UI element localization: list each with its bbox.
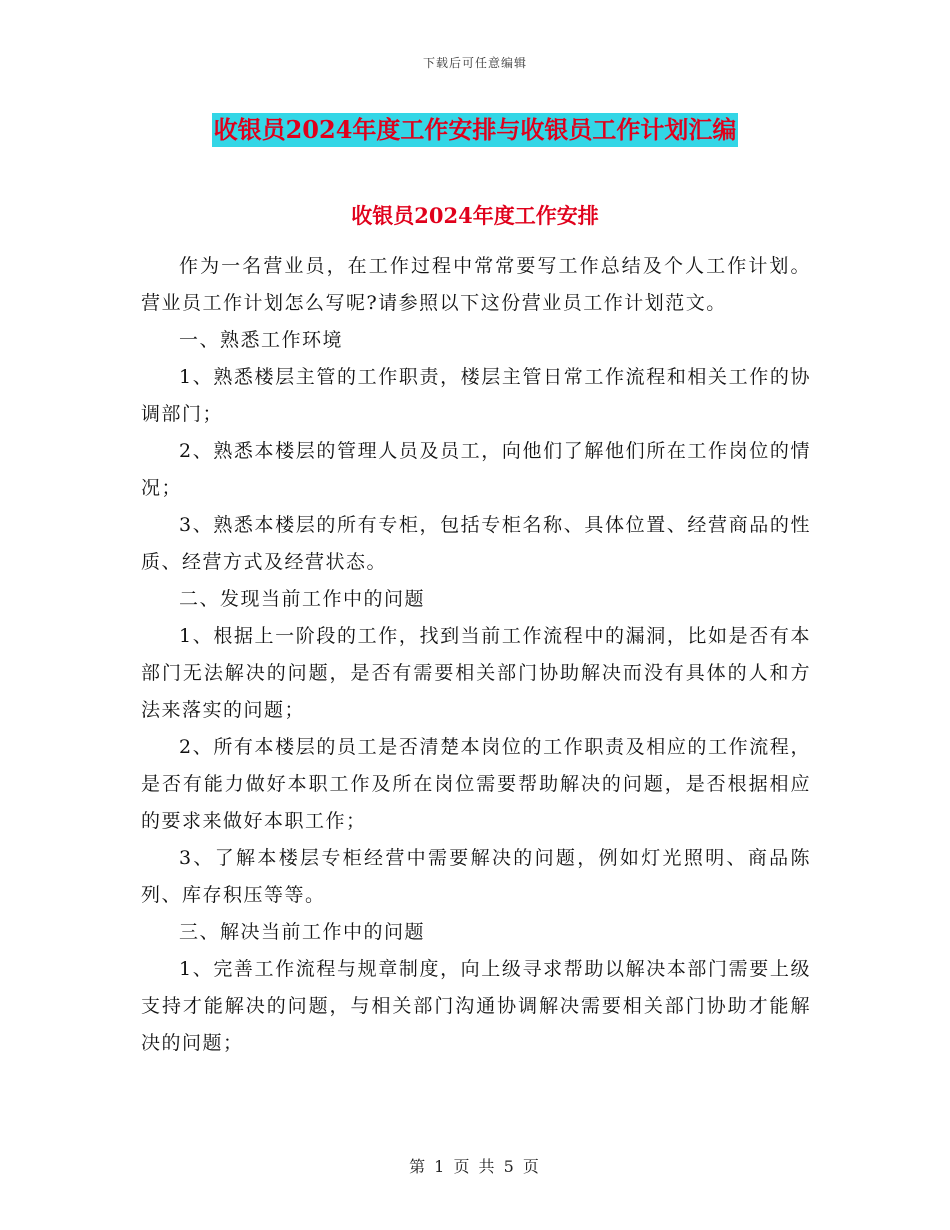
main-title-container [0, 113, 950, 147]
paragraph-item: 1、熟悉楼层主管的工作职责，楼层主管日常工作流程和相关工作的协调部门； [141, 366, 811, 425]
section-title: 收银员2024年度工作安排 [351, 203, 599, 228]
heading-familiarize-environment: 一、熟悉工作环境 [179, 329, 344, 351]
paragraph-item: 3、熟悉本楼层的所有专柜，包括专柜名称、具体位置、经营商品的性质、经营方式及经营状态。 [141, 514, 811, 573]
paragraph-intro: 作为一名营业员，在工作过程中常常要写工作总结及个人工作计划。营业员工作计划怎么写呢?请参照以下这份营业员工作计划范文。 [141, 255, 811, 314]
paragraph-item: 2、熟悉本楼层的管理人员及员工，向他们了解他们所在工作岗位的情况； [141, 440, 811, 499]
heading-solve-problems: 三、解决当前工作中的问题 [179, 921, 426, 943]
main-title: 收银员2024年度工作安排与收银员工作计划汇编 [212, 113, 739, 147]
page-indicator: 第 1 页 共 5 页 [409, 1157, 541, 1176]
document-body [141, 248, 811, 1062]
paragraph-item: 1、根据上一阶段的工作，找到当前工作流程中的漏洞，比如是否有本部门无法解决的问题，是否有需要相关部门协助解决而没有具体的人和方法来落实的问题； [141, 625, 811, 721]
paragraph-item: 3、了解本楼层专柜经营中需要解决的问题，例如灯光照明、商品陈列、库存积压等等。 [141, 847, 811, 906]
paragraph-item: 1、完善工作流程与规章制度，向上级寻求帮助以解决本部门需要上级支持才能解决的问题，与相关部门沟通协调解决需要相关部门协助才能解决的问题； [141, 958, 811, 1054]
paragraph-item: 2、所有本楼层的员工是否清楚本岗位的工作职责及相应的工作流程，是否有能力做好本职工作及所在岗位需要帮助解决的问题，是否根据相应的要求来做好本职工作； [141, 736, 811, 832]
header-note: 下载后可任意编辑 [422, 56, 527, 70]
heading-find-problems: 二、发现当前工作中的问题 [179, 588, 426, 610]
